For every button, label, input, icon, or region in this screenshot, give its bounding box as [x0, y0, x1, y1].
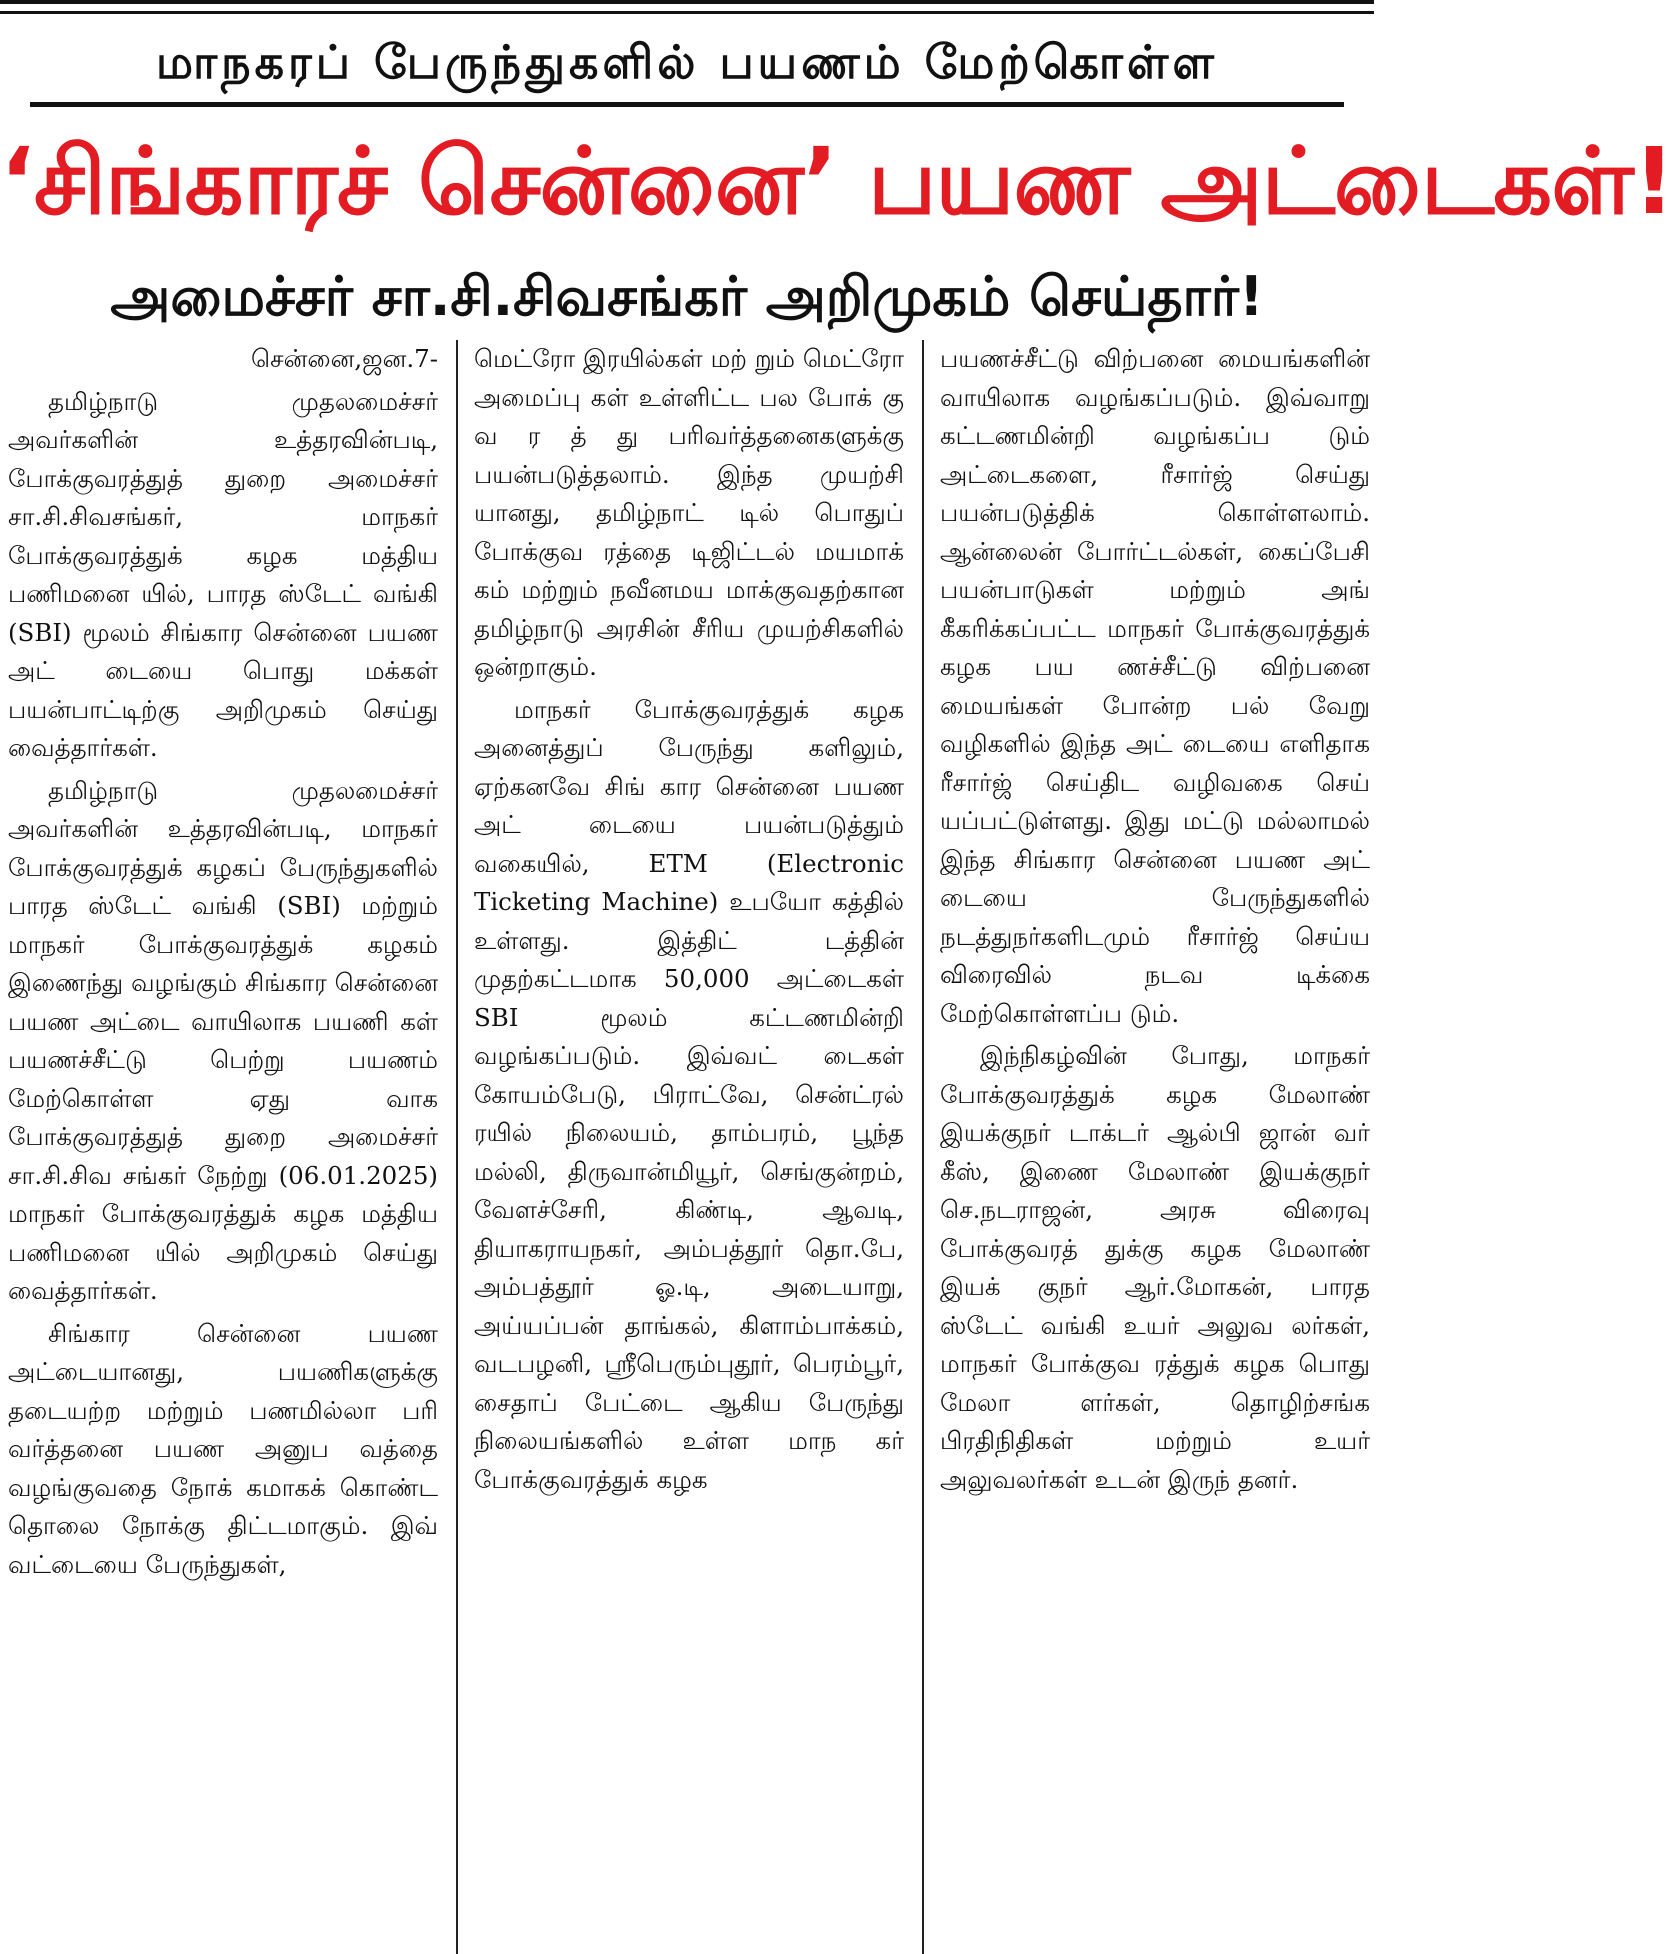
- column-divider: [922, 340, 924, 1954]
- column-divider: [456, 340, 458, 1954]
- dateline: சென்னை,ஜன.7-: [251, 344, 438, 373]
- paragraph: பயணச்சீட்டு விற்பனை மையங்களின் வாயிலாக வழங்கப்படும். இவ்வாறு கட்டணமின்றி வழங்கப்ப டும் அட்டைகளை, ரீசார்ஜ் செய்து பயன்படுத்திக் கொள்ளலாம். ஆன்லைன் போர்ட்டல்கள், கைப்பேசி பயன்பாடுகள் மற்றும் அங் கீகரிக்கப்பட்ட மாநகர் போக்குவரத்துக் கழக பய ணச்சீட்டு விற்பனை மையங்கள் போன்ற பல் வேறு வழிகளில் இந்த அட் டையை எளிதாக ரீசார்ஜ் செய்திட வழிவகை செய் யப்பட்டுள்ளது. இது மட்டு மல்லாமல் இந்த சிங்கார சென்னை பயண அட் டையை பேருந்துகளில் நடத்துநர்களிடமும் ரீசார்ஜ் செய்ய விரைவில் நடவ டிக்கை மேற்கொள்ளப்ப டும்.: [940, 344, 1370, 1028]
- paragraph: தமிழ்நாடு முதலமைச்சர் அவர்களின் உத்தரவின்படி, போக்குவரத்துத் துறை அமைச்சர் சா.சி.சிவசங்கர், மாநகர் போக்குவரத்துக் கழக மத்திய பணிமனை யில், பாரத ஸ்டேட் வங்கி (SBI) மூலம் சிங்கார சென்னை பயண அட் டையை பொது மக்கள் பயன்பாட்டிற்கு அறிமுகம் செய்து வைத்தார்கள்.: [8, 386, 438, 762]
- paragraph: மாநகர் போக்குவரத்துக் கழக அனைத்துப் பேருந்து களிலும், ஏற்கனவே சிங் கார சென்னை பயண அட் டையை பயன்படுத்தும் வகையில், ETM (Electronic Ticketing Machine) உபயோ கத்தில் உள்ளது. இத்திட் டத்தின் முதற்கட்டமாக 50,000 அட்டைகள் SBI மூலம் கட்டணமின்றி வழங்கப்படும். இவ்வட் டைகள் கோயம்பேடு, பிராட்வே, சென்ட்ரல் ரயில் நிலையம், தாம்பரம், பூந்த மல்லி, திருவான்மியூர், செங்குன்றம், வேளச்சேரி, கிண்டி, ஆவடி, தியாகராயநகர், அம்பத்தூர் தொ.பே, அம்பத்தூர் ஓ.டி, அடையாறு, அய்யப்பன் தாங்கல், கிளாம்பாக்கம், வடபழனி, ஸ்ரீபெரும்புதூர், பெரம்பூர், சைதாப் பேட்டை ஆகிய பேருந்து நிலையங்களில் உள்ள மாந கர் போக்குவரத்துக் கழக: [474, 694, 904, 1494]
- paragraph: மெட்ரோ இரயில்கள் மற் றும் மெட்ரோ அமைப்பு கள் உள்ளிட்ட பல போக் கு வ ர த் து பரிவர்த்தனைகளுக்கு பயன்படுத்தலாம். இந்த முயற்சி யானது, தமிழ்நாட் டில் பொதுப் போக்குவ ரத்தை டிஜிட்டல் மயமாக் கம் மற்றும் நவீனமய மாக்குவதற்கான தமிழ்நாடு அரசின் சீரிய முயற்சிகளில் ஒன்றாகும்.: [474, 344, 904, 681]
- kicker-headline: மாநகரப் பேருந்துகளில் பயணம் மேற்கொள்ள: [156, 35, 1218, 89]
- column-1: [8, 340, 438, 1954]
- main-headline: ‘சிங்காரச் சென்னை’ பயண அட்டைகள்!: [0, 128, 1674, 235]
- paragraph: சிங்கார சென்னை பயண அட்டையானது, பயணிகளுக்கு தடையற்ற மற்றும் பணமில்லா பரி வர்த்தனை பயண அனுப வத்தை வழங்குவதை நோக் கமாகக் கொண்ட தொலை நோக்கு திட்டமாகும். இவ் வட்டையை பேருந்துகள்,: [8, 1318, 438, 1579]
- column-3: [940, 340, 1370, 1954]
- paragraph: இந்நிகழ்வின் போது, மாநகர் போக்குவரத்துக் கழக மேலாண் இயக்குநர் டாக்டர் ஆல்பி ஜான் வர் கீஸ், இணை மேலாண் இயக்குநர் செ.நடராஜன், அரசு விரைவு போக்குவரத் துக்கு கழக மேலாண் இயக் குநர் ஆர்.மோகன், பாரத ஸ்டேட் வங்கி உயர் அலுவ லர்கள், மாநகர் போக்குவ ரத்துக் கழக பொது மேலா ளர்கள், தொழிற்சங்க பிரதிநிதிகள் மற்றும் உயர் அலுவலர்கள் உடன் இருந் தனர்.: [940, 1041, 1370, 1494]
- kicker-underline: [30, 102, 1344, 107]
- article-body: [0, 340, 1374, 1954]
- paragraph: தமிழ்நாடு முதலமைச்சர் அவர்களின் உத்தரவின்படி, மாநகர் போக்குவரத்துக் கழகப் பேருந்துகளில் பாரத ஸ்டேட் வங்கி (SBI) மற்றும் மாநகர் போக்குவரத்துக் கழகம் இணைந்து வழங்கும் சிங்கார சென்னை பயண அட்டை வாயிலாக பயணி கள் பயணச்சீட்டு பெற்று பயணம் மேற்கொள்ள ஏது வாக போக்குவரத்துத் துறை அமைச்சர் சா.சி.சிவ சங்கர் நேற்று (06.01.2025) மாநகர் போக்குவரத்துக் கழக மத்திய பணிமனை யில் அறிமுகம் செய்து வைத்தார்கள்.: [8, 775, 438, 1305]
- top-border-rule: [0, 0, 1374, 14]
- column-2: [474, 340, 904, 1954]
- sub-headline: அமைச்சர் சா.சி.சிவசங்கர் அறிமுகம் செய்தார்!: [110, 265, 1264, 328]
